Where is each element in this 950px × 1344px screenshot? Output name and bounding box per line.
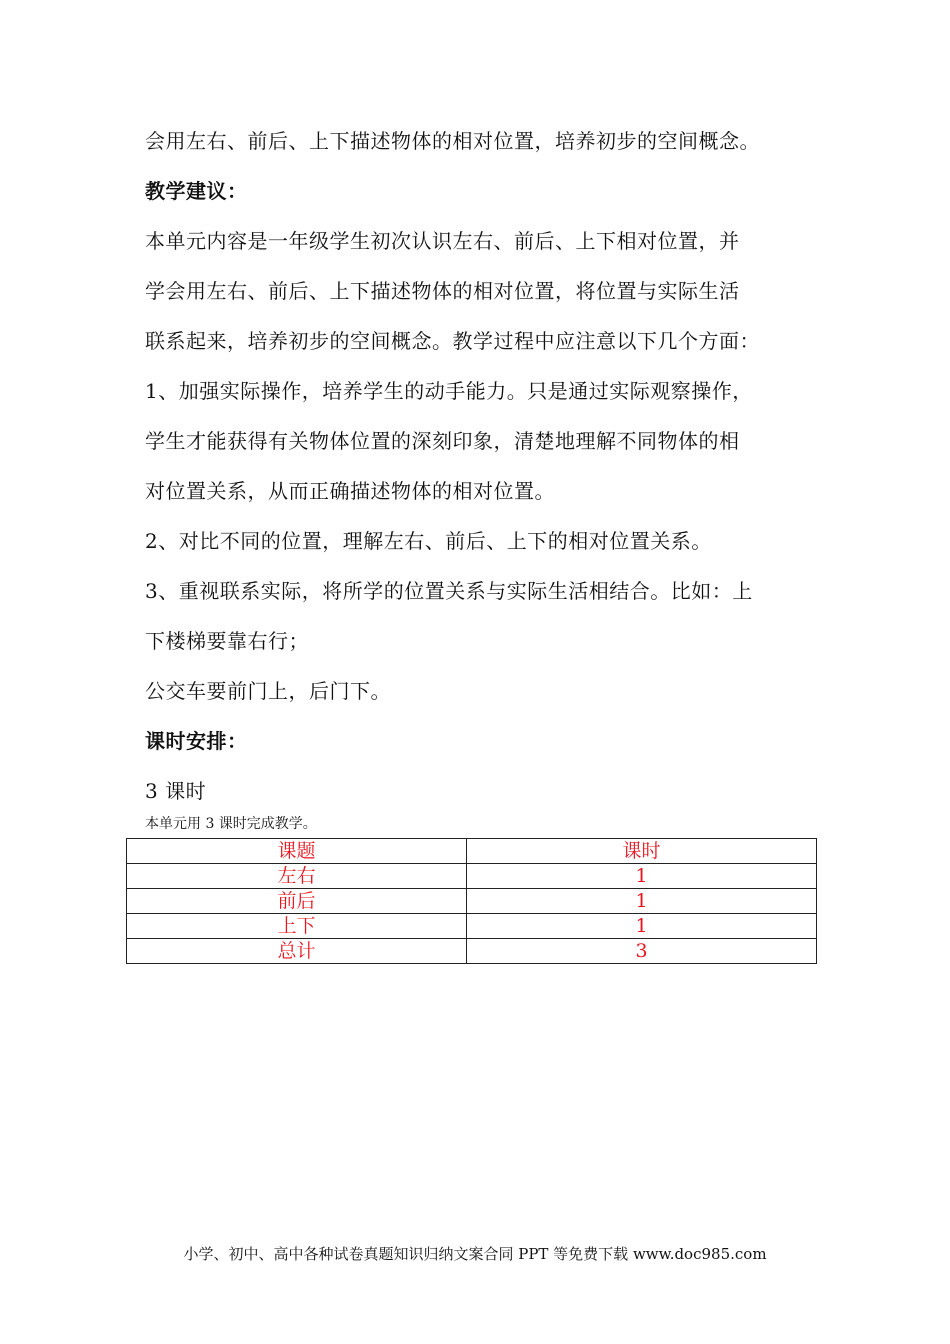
table-header-row xyxy=(127,839,817,864)
paragraph-line: 本单元内容是一年级学生初次认识左右、前后、上下相对位置，并 xyxy=(145,229,740,253)
paragraph-line: 对位置关系，从而正确描述物体的相对位置。 xyxy=(145,479,555,503)
section-heading-teaching-advice: 教学建议： xyxy=(145,179,248,203)
table-cell-hours: 1 xyxy=(467,889,817,914)
class-hours-total: 3 课时 xyxy=(145,779,207,803)
page-footer: 小学、初中、高中各种试卷真题知识归纳文案合同 PPT 等免费下载 www.doc985.com xyxy=(183,1245,767,1263)
paragraph-line: 公交车要前门上，后门下。 xyxy=(145,679,391,703)
table-cell-topic: 左右 xyxy=(127,864,467,889)
table-cell-topic: 总计 xyxy=(127,939,467,964)
table-cell-hours: 1 xyxy=(467,914,817,939)
paragraph-line: 学生才能获得有关物体位置的深刻印象，清楚地理解不同物体的相 xyxy=(145,429,740,453)
list-item-1: 1、加强实际操作，培养学生的动手能力。只是通过实际观察操作， xyxy=(145,379,753,403)
table-row-total xyxy=(127,939,817,964)
table-row xyxy=(127,889,817,914)
list-item-3: 3、重视联系实际，将所学的位置关系与实际生活相结合。比如：上 xyxy=(145,579,753,603)
table-row xyxy=(127,914,817,939)
table-cell-topic: 前后 xyxy=(127,889,467,914)
table-caption: 本单元用 3 课时完成教学。 xyxy=(145,816,317,832)
table-cell-hours: 1 xyxy=(467,864,817,889)
paragraph-line: 下楼梯要靠右行； xyxy=(145,629,309,653)
table-cell-hours: 3 xyxy=(467,939,817,964)
paragraph-line: 学会用左右、前后、上下描述物体的相对位置，将位置与实际生活 xyxy=(145,279,740,303)
class-hours-table xyxy=(126,838,817,964)
header-cell-hours: 课时 xyxy=(467,839,817,864)
section-heading-schedule: 课时安排： xyxy=(145,729,248,753)
paragraph-line: 联系起来，培养初步的空间概念。教学过程中应注意以下几个方面： xyxy=(145,329,760,353)
list-item-2: 2、对比不同的位置，理解左右、前后、上下的相对位置关系。 xyxy=(145,529,712,553)
paragraph-line: 会用左右、前后、上下描述物体的相对位置，培养初步的空间概念。 xyxy=(145,129,760,153)
table-row xyxy=(127,864,817,889)
table-cell-topic: 上下 xyxy=(127,914,467,939)
header-cell-topic: 课题 xyxy=(127,839,467,864)
